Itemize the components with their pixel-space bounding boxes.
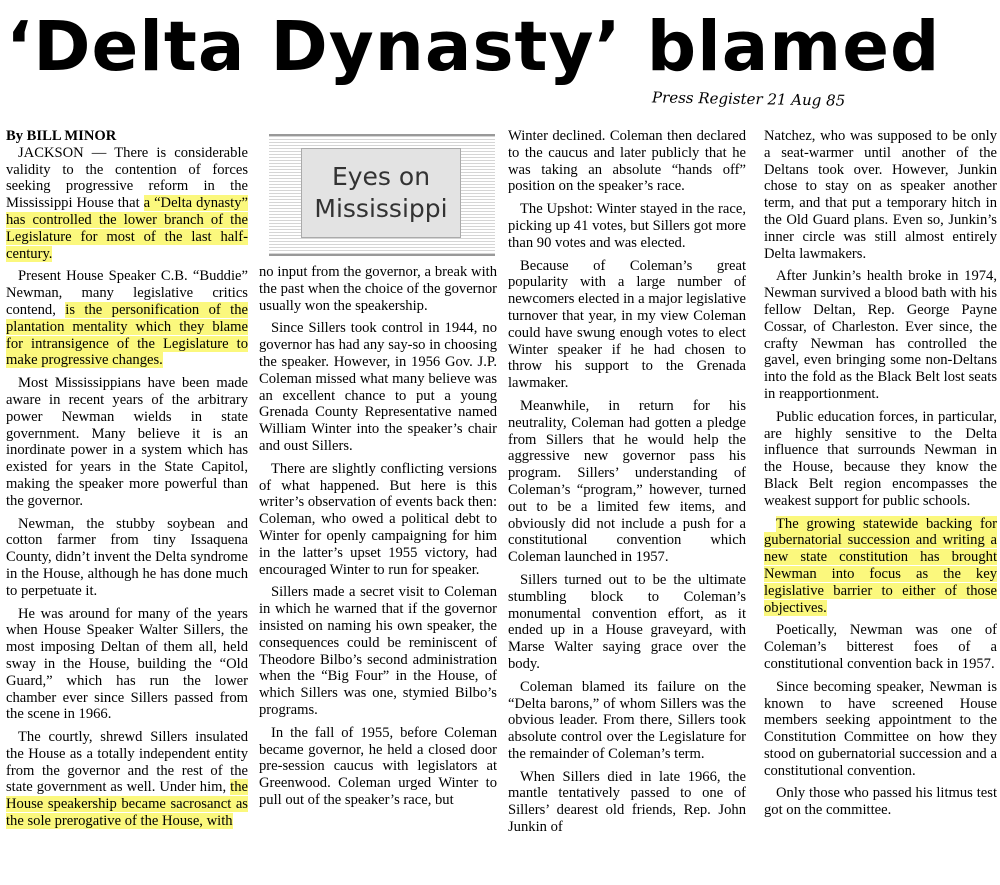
paragraph: After Junkin’s health broke in 1974, Newman survived a blood bath with his fellow Deltan, Rep. George Payne Cossar, of Charleston. Ever since, the crafty Newman has controlled the gavel, even bringing some non-Deltans into the fold as the Black Belt lost seats in reapportionment. [764,268,997,402]
paragraph [6,268,248,369]
paragraph [6,145,248,263]
paragraph: When Sillers died in late 1966, the mantle tentatively passed to one of Sillers’ dearest old friends, Rep. John Junkin of [508,768,746,836]
paragraph-text: JACKSON — There is considerable validity to the contention of forces seeking progressive reform in the Mississippi House that [6,144,248,212]
paragraph [6,375,248,509]
headline: ‘Delta Dynasty’ blamed [6,7,941,87]
paragraph [6,516,248,600]
paragraph-text: Most Mississippians have been made aware in recent years of the arbitrary power Newman wields in state government. Many believe it is an inordinate power in a system which has existed for years in the State Capitol, making the speaker more powerful than the governor. [6,375,248,509]
paragraph [764,516,997,617]
paragraph: Winter declined. Coleman then declared to the caucus and later publicly that he was taking an absolute “hands off” position on the speaker’s race. [508,128,746,195]
paragraph-text: He was around for many of the years when House Speaker Walter Sillers, the most imposing Deltan of them all, held sway in the House, building the “Old Guard,” which has run the lower chamber ever since Sillers passed from the scene in 1966. [6,605,248,723]
paragraph-text: The courtly, shrewd Sillers insulated the House as a totally independent entity from the governor and the rest of the state government as well. Under him, [6,729,248,796]
paragraph-text: Newman, the stubby soybean and cotton farmer from tiny Issaquena County, didn’t invent the Delta syndrome in the House, although he has done much to perpetuate it. [6,515,248,599]
paragraph: Coleman blamed its failure on the “Delta barons,” of whom Sillers was the obvious leader. From there, Sillers took absolute control over the Legislature for the remainder of Coleman’s term. [508,678,746,762]
paragraph: The Upshot: Winter stayed in the race, picking up 41 votes, but Sillers got more than 90 votes and was elected. [508,201,746,251]
article-column-4 [764,128,997,825]
paragraph: Since Sillers took control in 1944, no governor has had any say-so in choosing the speaker. However, in 1956 Gov. J.P. Coleman missed what many believe was an excellent chance to put a young Grenada County Representative named William Winter into the speaker’s chair and oust Sillers. [259,320,497,454]
highlighted-text: the House speakership became sacrosanct as the sole prerogative of the House, with [6,779,248,830]
paragraph: Only those who passed his litmus test got on the committee. [764,785,997,819]
paragraph: There are slightly conflicting versions of what happened. But here is this writer’s observation of events back then: Coleman, who owed a political debt to Winter for openly campaigning for him in the latter’s upset 1955 victory, had encouraged Winter to run for speaker. [259,460,497,578]
paragraph-text: Present House Speaker C.B. “Buddie” Newman, many legislative critics contend, [6,268,248,318]
column-logo-line1: Eyes on [331,162,431,191]
paragraph: In the fall of 1955, before Coleman became governor, he held a closed door pre-session caucus with legislators at Greenwood. Coleman urged Winter to pull out of the speaker’s race, but [259,724,497,808]
paragraph [6,606,248,724]
article-column-2 [259,264,497,815]
article-column-1 [6,128,248,836]
article-column-3 [508,128,746,842]
handwritten-annotation: Press Register 21 Aug 85 [651,88,846,110]
highlighted-text: is the personification of the plantation mentality which they blame for intransigence of the Legislature to make progressive changes. [6,301,248,369]
paragraph: Poetically, Newman was one of Coleman’s bitterest foes of a constitutional convention back in 1957. [764,622,997,672]
paragraph: Meanwhile, in return for his neutrality, Coleman had gotten a pledge from Sillers that he would help the aggressive new governor pass his program. Sillers’ understanding of Coleman’s “program,” however, turned out to be a limited few items, and obviously did not include a push for a constitutional convention which Coleman launched in 1957. [508,397,746,566]
paragraph: no input from the governor, a break with the past when the choice of the governor usually won the speakership. [259,264,497,314]
highlighted-text: a “Delta dynasty” has controlled the lower branch of the Legislature for most of the last half-century. [6,195,248,262]
byline: By BILL MINOR [6,128,117,144]
highlighted-text: The growing statewide backing for gubernatorial succession and writing a new state constitution has brought Newman into focus as the key legislative barrier to either of those objectives. [764,515,997,616]
paragraph: Since becoming speaker, Newman is known to have screened House members seeking appointment to the Constitution Committee on how they stood on gubernatorial succession and a constitutional convention. [764,678,997,779]
column-logo-box [301,148,461,238]
paragraph: Because of Coleman’s great popularity with a large number of newcomers elected in a major legislative turnover that year, in my view Coleman could have swung enough votes to elect Winter speaker if he had chosen to throw his support to the Grenada lawmaker. [508,257,746,392]
column-logo-line2: Mississippi [314,194,448,223]
paragraph [6,729,248,830]
column-logo [269,134,495,256]
paragraph: Sillers made a secret visit to Coleman in which he warned that if the governor insisted on naming his own speaker, the consequences could be reminiscent of Theodore Bilbo’s second administration when the “Big Four” in the House, of which Sillers was one, stymied Bilbo’s programs. [259,584,497,718]
paragraph: Public education forces, in particular, are highly sensitive to the Delta influence that surrounds Newman in the House, because they know the Black Belt region encompasses the weakest support for public schools. [764,408,997,509]
paragraph: Sillers turned out to be the ultimate stumbling block to Coleman’s monumental convention effort, as it ended up in a House graveyard, with Marse Walter saying grace over the body. [508,571,746,672]
paragraph: Natchez, who was supposed to be only a seat-warmer until another of the Deltans took over. However, Junkin chose to stay on as speaker another term, and that put a temporary hitch in the Old Guard plans. Even so, Junkin’s inner circle was still almost entirely Delta lawmakers. [764,128,997,262]
